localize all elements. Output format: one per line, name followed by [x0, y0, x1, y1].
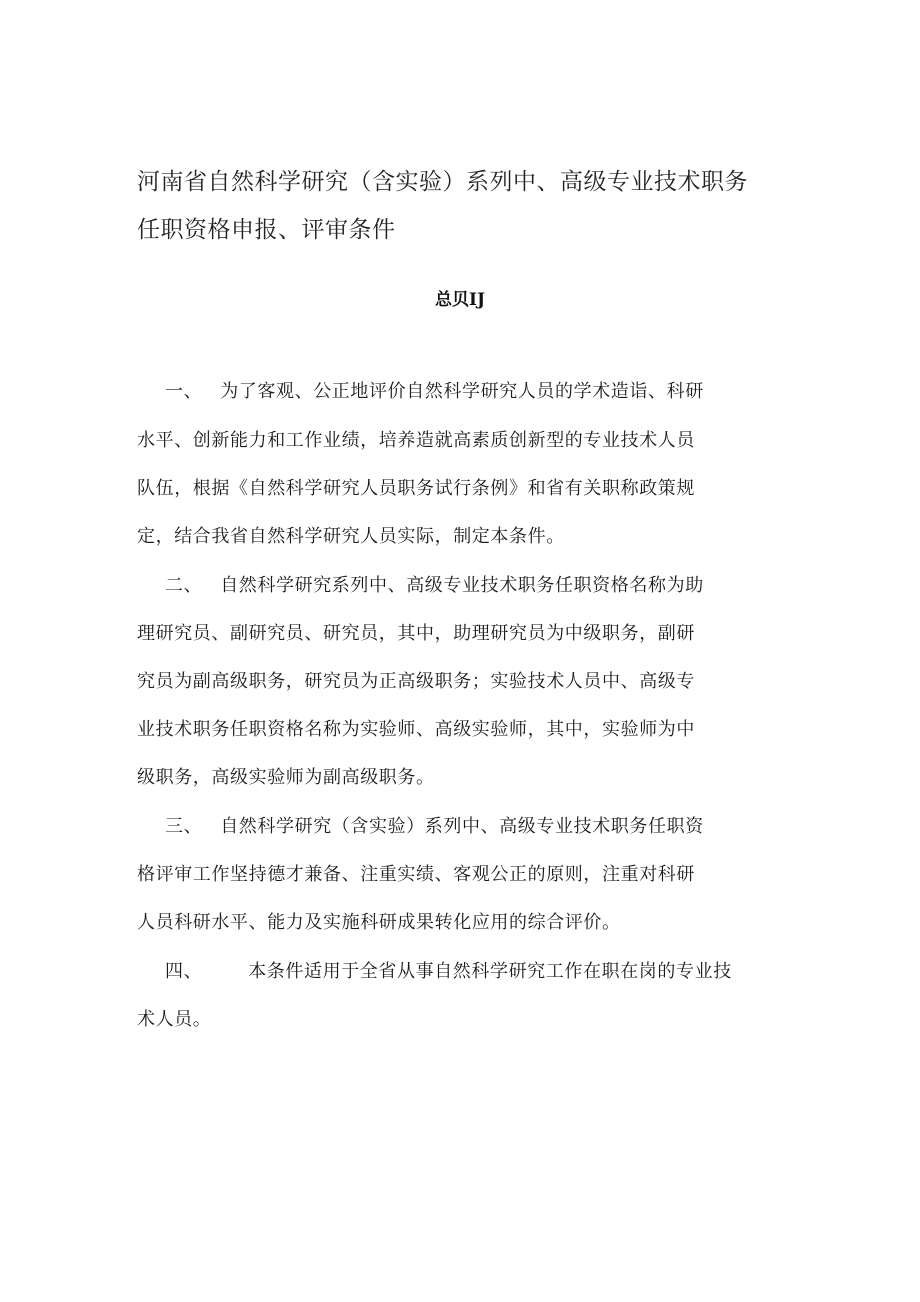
paragraph-2-line-3: 究员为副高级职务，研究员为正高级职务；实验技术人员中、高级专: [137, 671, 695, 692]
paragraph-3-line-3: 人员科研水平、能力及实施科研成果转化应用的综合评价。: [137, 912, 621, 933]
paragraph-2-line-4: 业技术职务任职资格名称为实验师、高级实验师，其中，实验师为中: [137, 719, 695, 740]
paragraph-1-line-2: 水平、创新能力和工作业绩，培养造就高素质创新型的专业技术人员: [137, 430, 695, 451]
section-heading: 总贝IJ: [435, 290, 485, 310]
paragraph-2-number: 二、: [165, 575, 203, 596]
paragraph-4-line-2: 术人员。: [137, 1009, 212, 1030]
paragraph-1-line-1: 为了客观、公正地评价自然科学研究人员的学术造诣、科研: [220, 381, 704, 402]
paragraph-4-number: 四、: [165, 961, 203, 982]
paragraph-2-line-5: 级职务，高级实验师为副高级职务。: [137, 767, 435, 788]
paragraph-1-first-line: [165, 377, 704, 403]
paragraph-3-first-line: [165, 812, 704, 838]
paragraph-3-line-2: 格评审工作坚持德才兼备、注重实绩、客观公正的原则，注重对科研: [137, 864, 695, 885]
paragraph-4-first-line: [165, 957, 732, 983]
paragraph-1-line-4: 定，结合我省自然科学研究人员实际，制定本条件。: [137, 526, 565, 547]
paragraph-1-line-3: 队伍，根据《自然科学研究人员职务试行条例》和省有关职称政策规: [137, 478, 695, 499]
paragraph-4-line-1: 本条件适用于全省从事自然科学研究工作在职在岗的专业技: [248, 961, 732, 982]
document-title-line-2: 任职资格申报、评审条件: [137, 217, 396, 243]
paragraph-3-number: 三、: [165, 816, 203, 837]
paragraph-3-line-1: 自然科学研究（含实验）系列中、高级专业技术职务任职资: [220, 816, 704, 837]
paragraph-1-number: 一、: [165, 381, 203, 402]
paragraph-2-first-line: [165, 571, 704, 597]
paragraph-2-line-1: 自然科学研究系列中、高级专业技术职务任职资格名称为助: [220, 575, 704, 596]
document-title-line-1: 河南省自然科学研究（含实验）系列中、高级专业技术职务: [137, 169, 748, 195]
paragraph-2-line-2: 理研究员、副研究员、研究员，其中，助理研究员为中级职务，副研: [137, 623, 695, 644]
